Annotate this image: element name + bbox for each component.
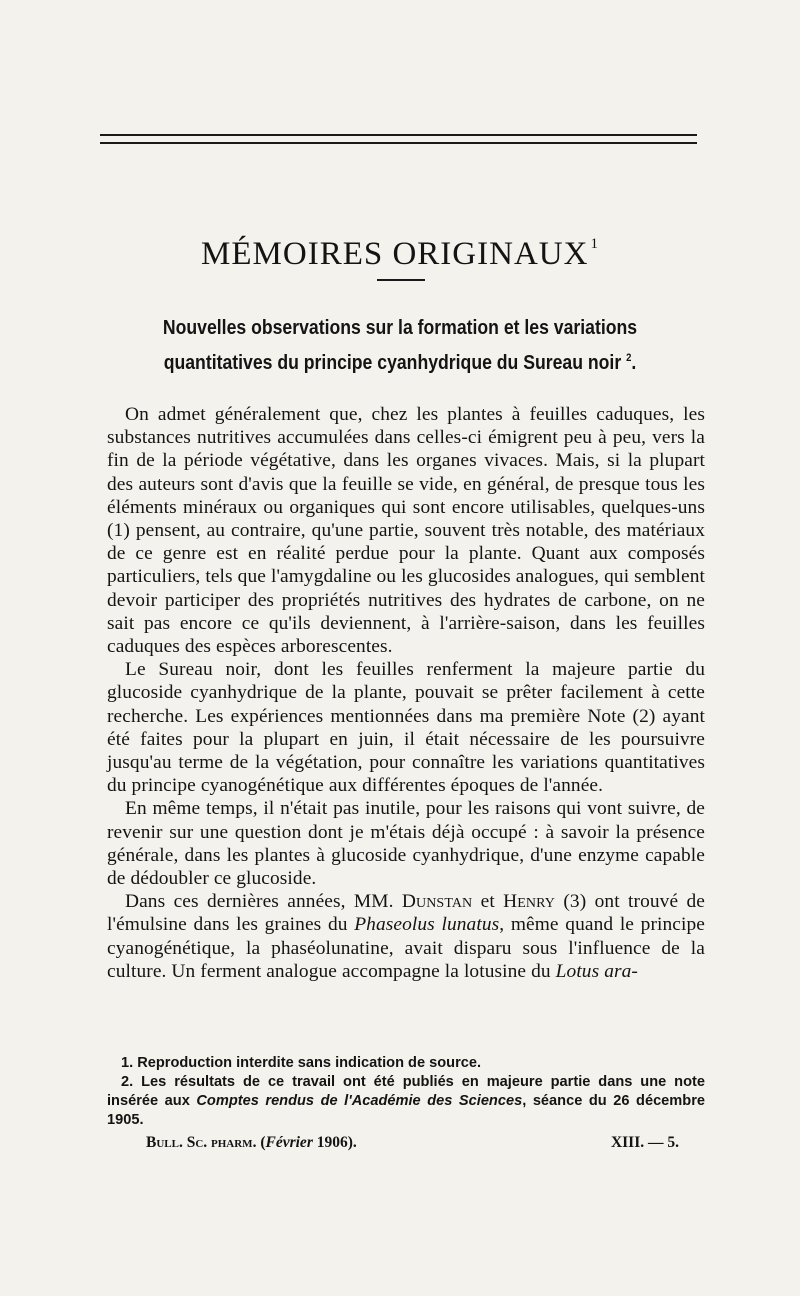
footnote-2 bbox=[107, 1073, 705, 1130]
footnote-ref-1: 1 bbox=[590, 236, 599, 252]
species-phaseolus: Phaseolus lunatus bbox=[354, 914, 500, 936]
paragraph-4 bbox=[107, 890, 705, 983]
paragraph-4-text-a: Dans ces dernières années, MM. bbox=[125, 891, 394, 913]
article-title-line-2: quantitatives du principe cyanhydrique du Sureau noir bbox=[163, 351, 622, 374]
title-divider bbox=[377, 279, 425, 281]
running-footer bbox=[146, 1134, 679, 1152]
journal-name: Comptes rendus de l'Académie des Sciences bbox=[196, 1093, 523, 1109]
paragraph-2: Le Sureau noir, dont les feuilles renferment la majeure partie du glucoside cyanhydrique de la plante, pouvait se prêter facilement à cette recherche. Les expériences mentionnées dans ma première Note (2) ayant été faites pour la plupart en juin, il était nécessaire de les poursuivre jusqu'au terme de la végétation, pour connaître les variations quantitatives du principe cyanogénétique aux différentes époques de l'année. bbox=[107, 659, 705, 797]
species-lotus: Lotus ara- bbox=[555, 960, 638, 982]
footnote-2-text-a: 2. Les résultats de ce travail ont été publiés en majeure partie dans une note insérée aux bbox=[107, 1074, 705, 1109]
paragraph-4-text-d: , même quand le principe cyanogénétique, la phaséolunatine, avait disparu sous l'influence de la culture. Un ferment analogue accompagne la lotusine du bbox=[107, 914, 705, 982]
footnote-ref-2: 2 bbox=[626, 352, 632, 364]
author-name-dunstan: Dunstan bbox=[401, 891, 473, 913]
paragraph-4-text-c: (3) ont trouvé de l'émulsine dans les graines du bbox=[107, 891, 705, 936]
section-title-text: MÉMOIRES ORIGINAUX bbox=[201, 236, 589, 272]
footer-citation: Bull. Sc. pharm. (Février 1906). bbox=[146, 1134, 357, 1151]
footer-month: Février bbox=[265, 1134, 313, 1151]
footer-volume: XIII. — 5. bbox=[610, 1134, 679, 1151]
section-title bbox=[0, 222, 800, 276]
article-title: Nouvelles observations sur la formation et les variations quantitatives du principe cyanhydrique du Sureau noir $^2$. bbox=[142, 313, 658, 378]
footnotes bbox=[107, 1054, 705, 1130]
author-name-henry: Henry bbox=[503, 891, 556, 913]
footer-journal: Bull. Sc. pharm. bbox=[146, 1134, 257, 1151]
footnote-1: 1. Reproduction interdite sans indication de source. bbox=[121, 1055, 482, 1071]
header-rule-bottom bbox=[100, 142, 697, 144]
article-body bbox=[107, 403, 705, 983]
article-title-line-1: Nouvelles observations sur la formation et les variations bbox=[162, 316, 638, 339]
paragraph-3: En même temps, il n'était pas inutile, pour les raisons qui vont suivre, de revenir sur une question dont je m'étais déjà occupé : à savoir la présence générale, dans les plantes à glucoside cyanhydrique, d'une enzyme capable de dédoubler ce glucoside. bbox=[107, 798, 705, 890]
paragraph-1: On admet généralement que, chez les plantes à feuilles caduques, les substances nutritives accumulées dans celles-ci émigrent peu à peu, vers la fin de la période végétative, dans les organes vivaces. Mais, si la plupart des auteurs sont d'avis que la feuille se vide, en général, de presque tous les éléments minéraux ou organiques qui sont encore utilisables, quelques-uns (1) pensent, au contraire, qu'une partie, souvent très notable, des matériaux de ce genre est en réalité perdue pour la plante. Quant aux composés particuliers, tels que l'amygdaline ou les glucosides analogues, qui semblent devoir participer des propriétés nutritives des hydrates de carbone, on ne sait pas encore ce qu'ils deviennent, à l'arrière-saison, dans les feuilles caduques des espèces arborescentes. bbox=[107, 404, 705, 658]
footer-year: 1906 bbox=[316, 1134, 348, 1151]
header-rule-top bbox=[100, 134, 697, 136]
footnote-2-text-b: , séance du 26 décembre 1905. bbox=[107, 1093, 705, 1128]
paragraph-4-text-b: et bbox=[480, 891, 495, 913]
